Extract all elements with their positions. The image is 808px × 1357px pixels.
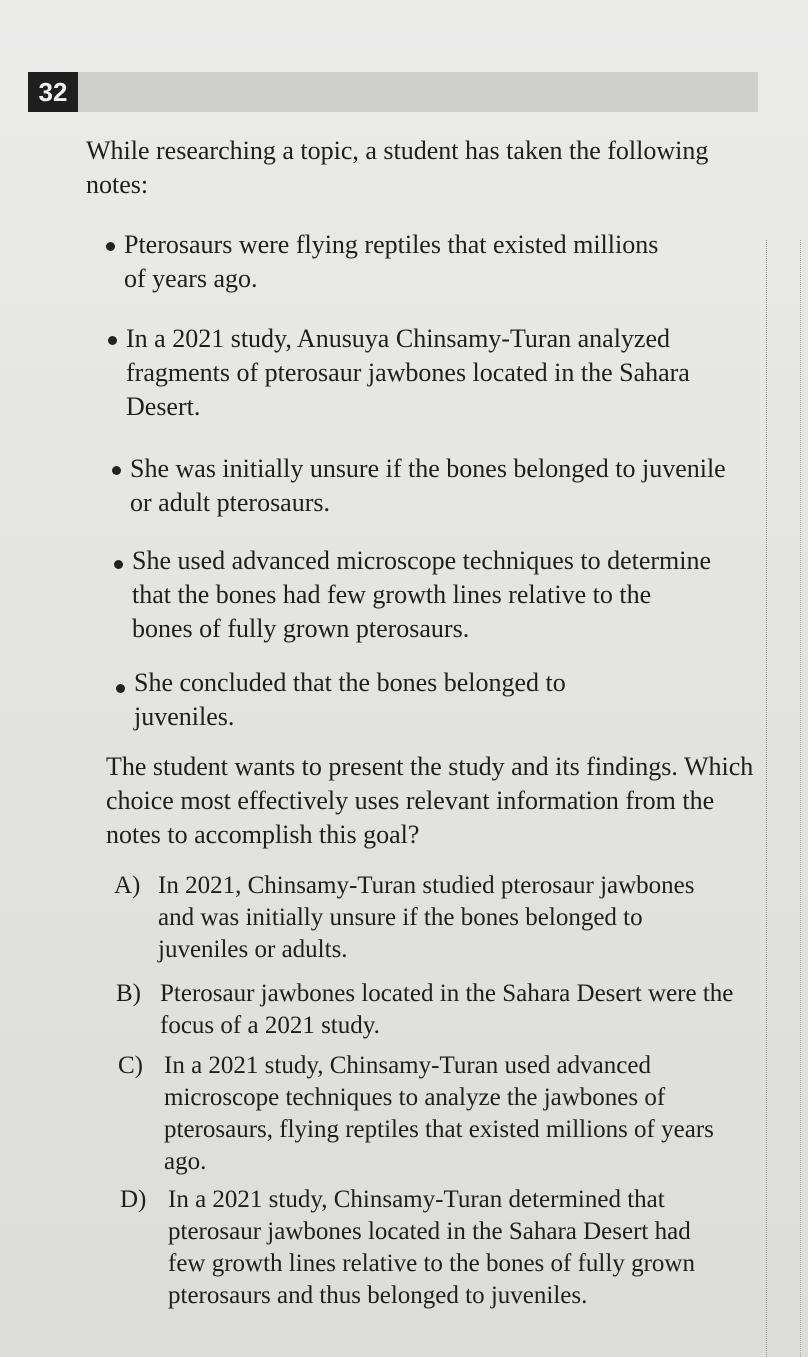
note-item: In a 2021 study, Anusuya Chinsamy-Turan analyzed fragments of pterosaur jawbones located in the Sahara Desert. <box>126 324 690 421</box>
page-edge-line-outer <box>800 240 802 1357</box>
page-edge-line <box>766 240 768 1357</box>
option-a-letter[interactable]: A) <box>114 872 141 899</box>
bullet-icon <box>114 560 123 569</box>
note-item: Pterosaurs were flying reptiles that existed millions of years ago. <box>124 230 659 293</box>
question-number: 32 <box>28 72 78 112</box>
option-c-letter[interactable]: C) <box>118 1052 143 1079</box>
note-item: She was initially unsure if the bones belonged to juvenile or adult pterosaurs. <box>130 454 726 517</box>
note-item: She concluded that the bones belonged to juveniles. <box>134 668 566 731</box>
note-item: She used advanced microscope techniques to determine that the bones had few growth lines relative to the bones of fully grown pterosaurs. <box>132 546 712 643</box>
option-b-letter[interactable]: B) <box>116 980 141 1007</box>
bullet-icon <box>116 684 125 693</box>
option-d-text[interactable]: In a 2021 study, Chinsamy-Turan determined that pterosaur jawbones located in the Sahara Desert had few growth lines relative to the bones of fully grown pterosaurs and thus belonged to juveniles. <box>168 1186 695 1309</box>
option-b-text[interactable]: Pterosaur jawbones located in the Sahara Desert were the focus of a 2021 study. <box>160 980 734 1039</box>
option-a-text[interactable]: In 2021, Chinsamy-Turan studied pterosaur jawbones and was initially unsure if the bones belonged to juveniles or adults. <box>158 872 695 963</box>
question-prompt: The student wants to present the study and its findings. Which choice most effectively uses relevant information from the notes to accomplish this goal? <box>106 752 754 849</box>
bullet-icon <box>108 336 117 345</box>
option-c-text[interactable]: In a 2021 study, Chinsamy-Turan used advanced microscope techniques to analyze the jawbones of pterosaurs, flying reptiles that existed millions of years ago. <box>164 1052 714 1175</box>
question-header-bar <box>28 72 758 112</box>
bullet-icon <box>106 242 115 251</box>
bullet-icon <box>112 466 121 475</box>
option-d-letter[interactable]: D) <box>120 1186 147 1213</box>
question-intro: While researching a topic, a student has taken the following notes: <box>86 136 709 199</box>
